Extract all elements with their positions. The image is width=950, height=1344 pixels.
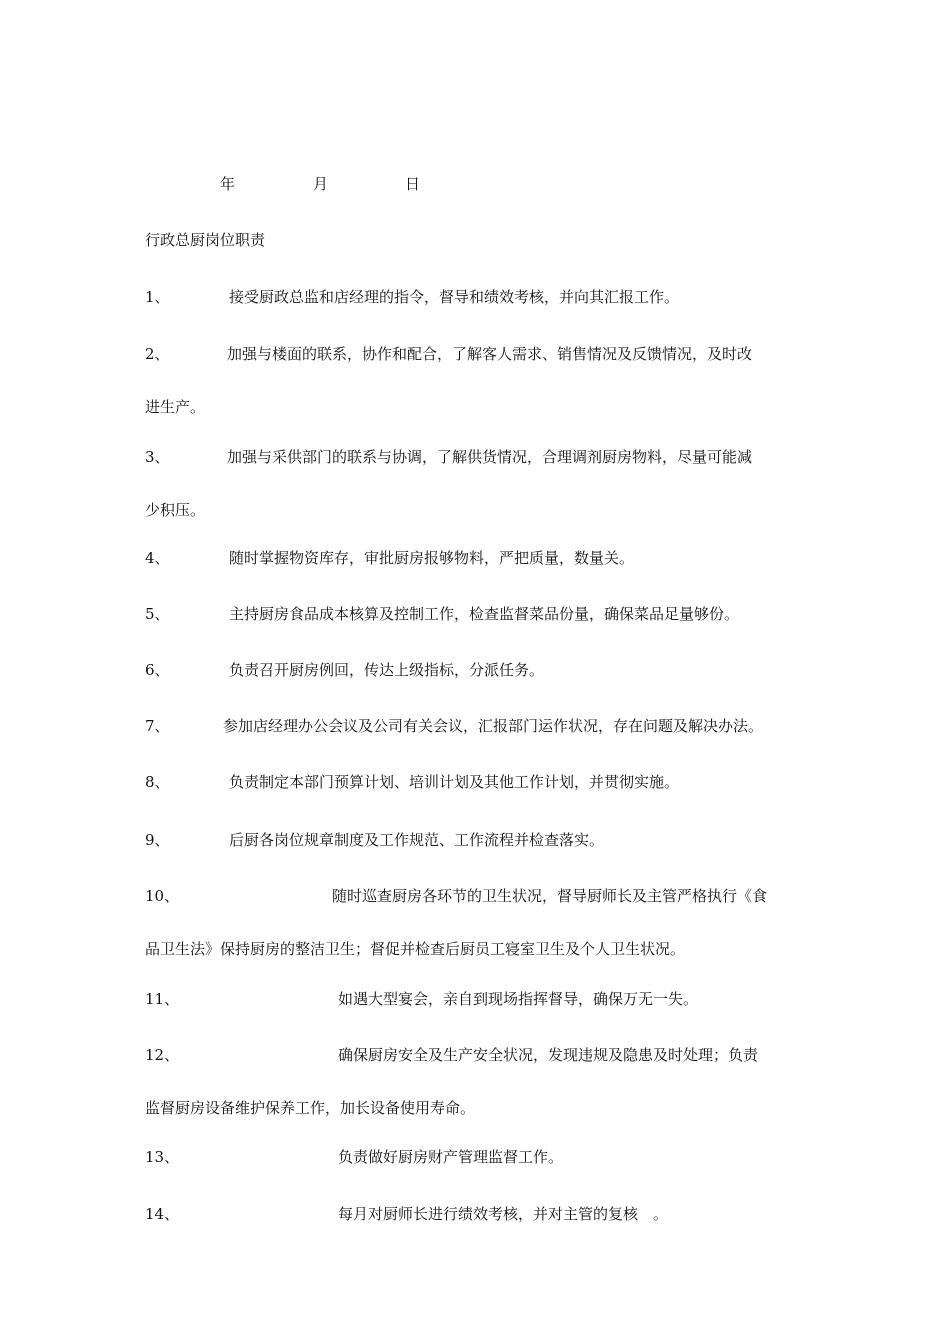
duty-item-7 xyxy=(145,714,810,738)
item-number: 14、 xyxy=(145,1205,180,1223)
item-number: 12、 xyxy=(145,1046,180,1064)
item-number: 7、 xyxy=(145,717,170,735)
date-month-label: 月 xyxy=(313,175,329,193)
item-text: 负责做好厨房财产管理监督工作。 xyxy=(338,1148,564,1166)
item-text: 后厨各岗位规章制度及工作规范、工作流程并检查落实。 xyxy=(229,831,605,849)
item-number: 3、 xyxy=(145,448,170,466)
item-number: 10、 xyxy=(145,887,180,905)
duty-item-10 xyxy=(145,884,810,961)
item-text: 随时掌握物资库存，审批厨房报够物料，严把质量，数量关。 xyxy=(229,549,635,567)
duty-item-14 xyxy=(145,1202,810,1226)
duty-item-6 xyxy=(145,658,810,682)
item-text: 如遇大型宴会，亲自到现场指挥督导，确保万无一失。 xyxy=(338,990,699,1008)
item-text: 每月对厨师长进行绩效考核，并对主管的复核 。 xyxy=(338,1205,669,1223)
date-day-label: 日 xyxy=(405,175,421,193)
item-text-continuation: 品卫生法》保持厨房的整洁卫生；督促并检查后厨员工寝室卫生及个人卫生状况。 xyxy=(145,940,686,958)
duty-item-1 xyxy=(145,285,810,309)
date-line xyxy=(0,172,950,196)
item-text: 负责制定本部门预算计划、培训计划及其他工作计划，并贯彻实施。 xyxy=(229,773,680,791)
item-number: 6、 xyxy=(145,661,170,679)
item-text: 接受厨政总监和店经理的指令，督导和绩效考核，并向其汇报工作。 xyxy=(229,288,680,306)
item-number: 4、 xyxy=(145,549,170,567)
item-text-continuation: 监督厨房设备维护保养工作，加长设备使用寿命。 xyxy=(145,1099,476,1117)
duty-item-5 xyxy=(145,602,810,626)
item-text-continuation: 进生产。 xyxy=(145,398,206,416)
duty-item-3 xyxy=(145,445,810,522)
item-number: 13、 xyxy=(145,1148,180,1166)
item-text: 加强与楼面的联系，协作和配合，了解客人需求、销售情况及反馈情况，及时改 xyxy=(227,345,753,363)
item-text-continuation: 少积压。 xyxy=(145,501,206,519)
item-text: 确保厨房安全及生产安全状况，发现违规及隐患及时处理；负责 xyxy=(338,1046,759,1064)
item-number: 8、 xyxy=(145,773,170,791)
duty-item-13 xyxy=(145,1145,810,1169)
item-number: 11、 xyxy=(145,990,180,1008)
item-text: 加强与采供部门的联系与协调，了解供货情况，合理调剂厨房物料，尽量可能减 xyxy=(227,448,753,466)
duty-item-12 xyxy=(145,1043,810,1120)
item-number: 9、 xyxy=(145,831,170,849)
date-year-label: 年 xyxy=(220,175,236,193)
item-number: 5、 xyxy=(145,605,170,623)
item-text: 负责召开厨房例回，传达上级指标，分派任务。 xyxy=(229,661,545,679)
duty-item-4 xyxy=(145,546,810,570)
duty-item-11 xyxy=(145,987,810,1011)
item-text: 主持厨房食品成本核算及控制工作，检查监督菜品份量，确保菜品足量够份。 xyxy=(229,605,740,623)
item-text: 参加店经理办公会议及公司有关会议，汇报部门运作状况，存在问题及解决办法。 xyxy=(223,717,764,735)
item-number: 1、 xyxy=(145,288,170,306)
item-text: 随时巡查厨房各环节的卫生状况，督导厨师长及主管严格执行《食 xyxy=(332,887,768,905)
duty-item-2 xyxy=(145,342,810,419)
duty-item-8 xyxy=(145,770,810,794)
item-number: 2、 xyxy=(145,345,170,363)
document-heading: 行政总厨岗位职责 xyxy=(145,231,266,249)
duty-item-9 xyxy=(145,828,810,852)
